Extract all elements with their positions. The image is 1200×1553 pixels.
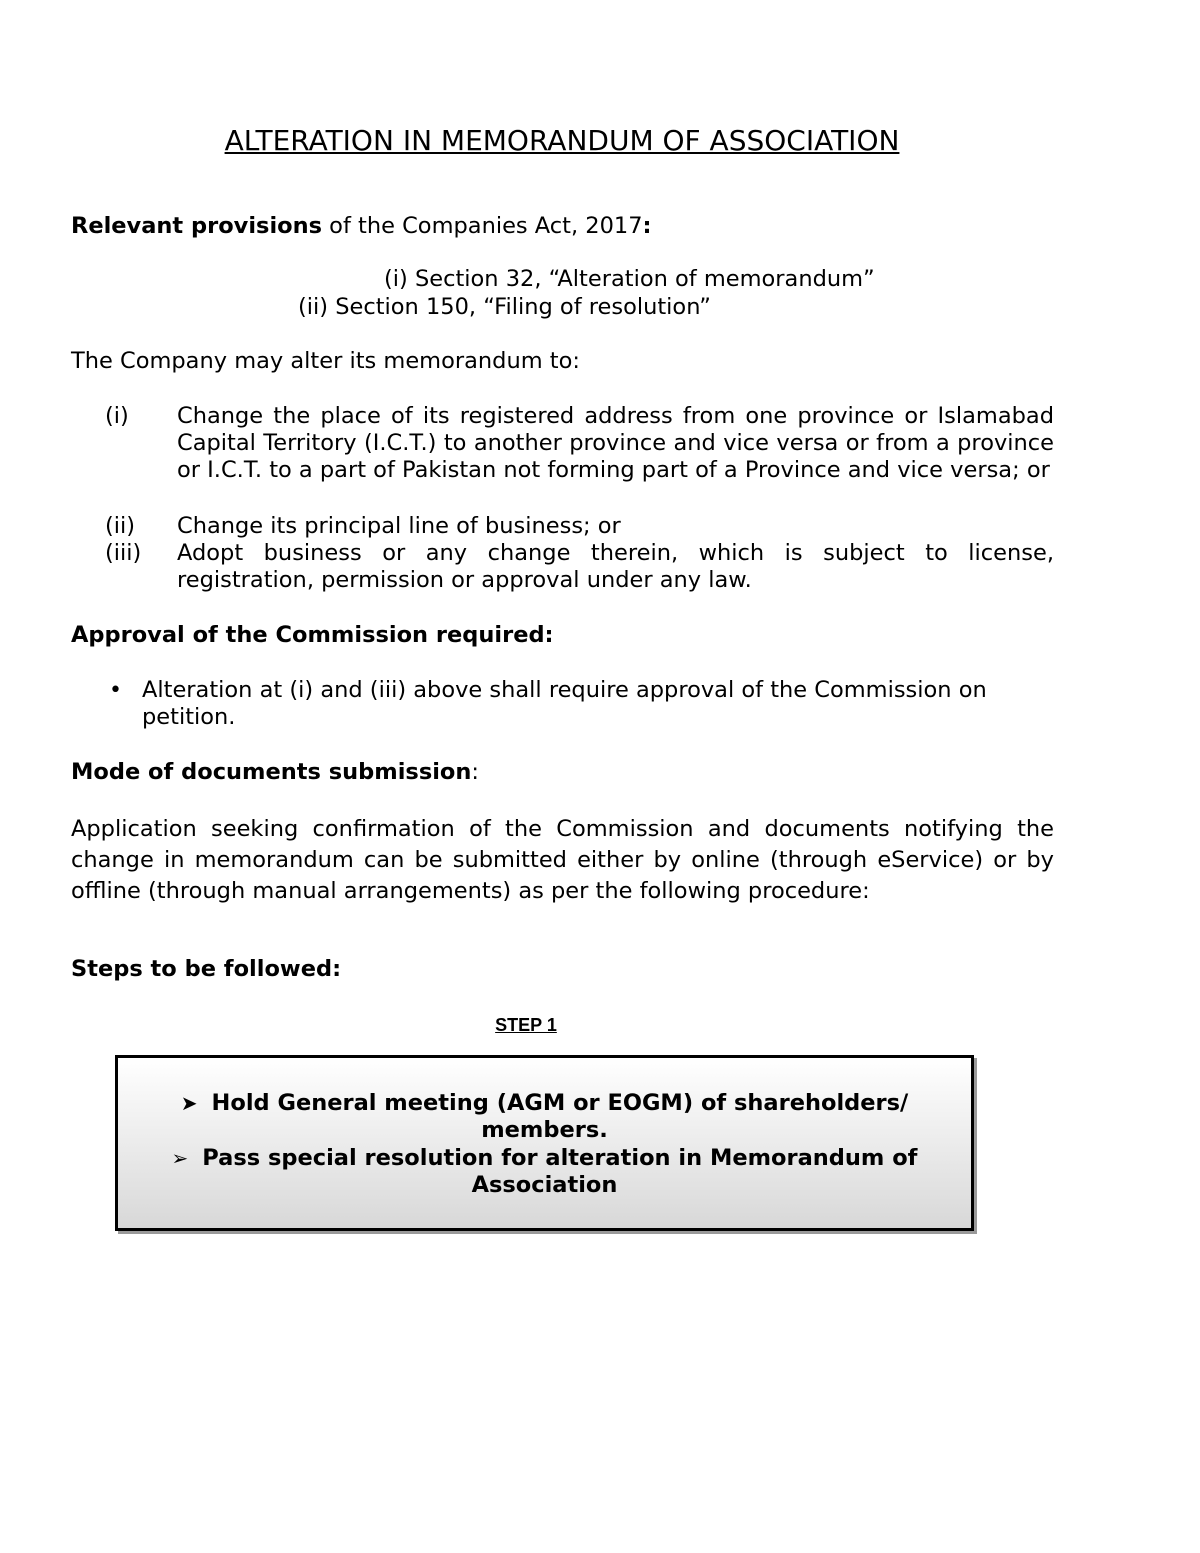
approval-bullet-text: Alteration at (i) and (iii) above shall require approval of the Commission on petition. [142,677,987,730]
alter-list-item [71,540,1054,594]
bullet-icon: • [109,678,122,703]
alter-list-number: (ii) [105,513,136,539]
step-box-text: Hold General meeting (AGM or EOGM) of shareholders/ members. [211,1090,909,1143]
approval-bullet [71,677,1054,731]
alter-list-number: (iii) [105,540,142,566]
approval-heading: Approval of the Commission required: [71,622,554,648]
mode-paragraph: Application seeking confirmation of the Commission and documents notifying the change in memorandum can be submitted either by online (through eService) or by offline (through manual arrangements) as per the following procedure: [71,816,1054,904]
step-label: STEP 1 [495,1015,557,1035]
page-title: ALTERATION IN MEMORANDUM OF ASSOCIATION [224,124,900,157]
steps-heading: Steps to be followed: [71,956,342,982]
step-box-item [118,1145,971,1199]
alter-intro: The Company may alter its memorandum to: [71,348,580,374]
relevant-provisions-label: Relevant provisions [71,213,323,239]
arrowhead-icon: ➢ [171,1146,189,1170]
alter-list-text: Change its principal line of business; or [177,513,621,539]
alter-list-text: Change the place of its registered address from one province or Islamabad Capital Territory (I.C.T.) to another province and vice versa or from a province or I.C.T. to a part of Pakistan not forming part of a Province and vice versa; or [177,403,1054,483]
provision-item: (i) Section 32, “Alteration of memorandum” [384,266,875,292]
relevant-provisions-colon: : [642,213,652,239]
step-box-item [118,1090,971,1144]
alter-list-text: Adopt business or any change therein, which is subject to license, registration, permission or approval under any law. [177,540,1054,593]
alter-list-number: (i) [105,403,129,429]
relevant-provisions-text: of the Companies Act, 2017 [322,213,643,239]
alter-list-item [71,403,1054,484]
relevant-provisions-line [71,213,652,240]
step-box-text: Pass special resolution for alteration in Memorandum of Association [202,1145,918,1198]
mode-heading: Mode of documents submission: [71,759,479,785]
provision-item: (ii) Section 150, “Filing of resolution” [298,294,711,320]
alter-list-item [71,513,1054,540]
step-box [115,1055,974,1231]
arrowhead-icon: ➤ [180,1091,198,1115]
